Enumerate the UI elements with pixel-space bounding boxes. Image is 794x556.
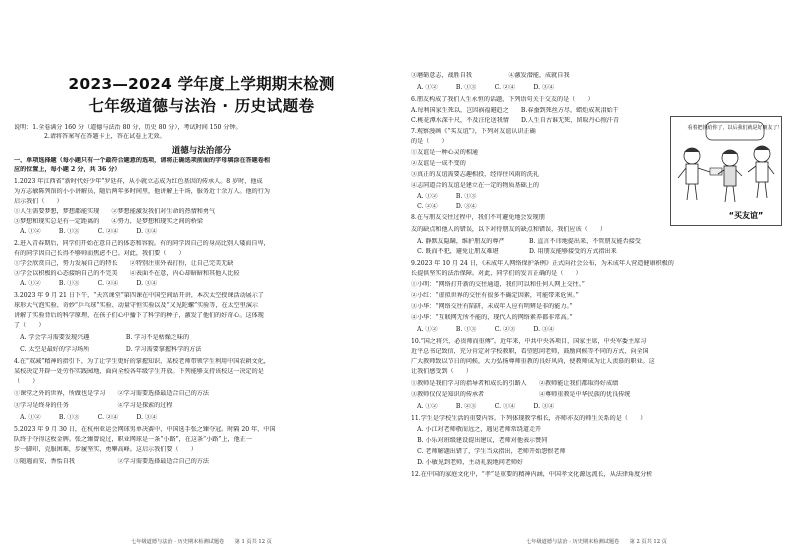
answer-option-line: ②小红：“虚拟世界的交往有很多不确定因素，可能带来危害。” (411, 292, 579, 299)
question-line: 4.在“双减”精神的指引下，为了让学生更好的掌握知识，某校老师带领学生利用中国农耕文化， (14, 358, 270, 365)
answer-option-line: C.桃花潭水深千尺，不及汪伦送我情 D.人生自古谁无死，留取丹心照汗青 (411, 117, 619, 124)
question-line: ①学会欣赏自己，努力发展自己的特长 ②特别注重外表打扮，让自己完美无缺 (14, 260, 234, 267)
question-line: 6.朋友构成了我们人生永恒的话题，下列语句关于交友的是（ ） (411, 96, 594, 103)
question-line: 9.2023 年 10 月 24 日，《未成年人网络保护条例》正式向社会公布，为未成年人营造健康积极的 (411, 260, 674, 267)
exam-note: 2.请将答案写在答题卡上，答在试卷上无效。 (44, 133, 166, 140)
answer-option-line: ①教师是我们学习的指导者和成长的引路人 ②教师能让我们都取得好成绩 (411, 380, 619, 387)
question-line: 12.在中国的家庭文化中，“孝”是重要的精神内涵，中国孝文化源远流长，从法律角度分析 (411, 471, 653, 478)
question-line: ③梦想和现实总是有一定距离的 ④努力，是梦想和现实之间的桥梁 (14, 218, 203, 225)
question-line: 8.在与朋友交往过程中，我们不可避免地会发现朋 (411, 214, 545, 221)
answer-options: A. 学会学习需要发现兴趣 B. 学习不是枯燥乏味的 (14, 334, 190, 341)
question-line: 有的同学因自己长得不够帅而焦虑不已。对此，我们要（ ） (14, 250, 185, 257)
answer-option-line: A.每利国家生死以，岂因祸福避趋之 B.春蚕到死丝方尽，蜡炬成灰泪始干 (411, 107, 619, 114)
question-line: （ ） (14, 378, 39, 385)
answer-option-line: B. 小乐对班级建设提出建议，老师对他表示赞同 (411, 437, 548, 444)
question-line: 长提供坚实的法治保障。对此，同学们的发言正确的是（ ） (411, 270, 582, 277)
question-line: ①友谊是一种心灵的相通 (411, 149, 479, 156)
question-line: ③真正的友谊需要志趣相投，经得住风雨的洗礼 (411, 171, 539, 178)
question-line: 启示我们（ ） (14, 198, 63, 205)
question-line: 友的缺点和他人的错误，以下对待朋友的缺点和错误，我们应该（ ） (411, 226, 606, 233)
exam-subtitle: 七年级道德与法治 · 历史试题卷 (88, 97, 315, 115)
page-footer: 七年级道德与法治 · 历史期末检测试题卷 第 2 页共 12 页 (526, 539, 667, 545)
question-line: ④志同道合的友谊是建立在一定的物质基础上的 (411, 182, 539, 189)
answer-options: C. ②④ D. ③④ (411, 203, 477, 210)
answer-options: A. ①② B. ①③ C. ②④ D. ③④ (14, 280, 158, 287)
question-line: 的是（ ） (411, 138, 448, 145)
answer-option-line: C. 既而不犯，避免让朋友难堪 D. 用朋友能够接受的方式指出来 (411, 248, 617, 255)
page-footer: 七年级道德与法治 · 历史期末检测试题卷 第 1 页共 12 页 (131, 539, 272, 545)
question-line: 应的位置上，每小题 2 分，共 36 分） (14, 166, 121, 173)
question-line: 7.观察漫画《“买友谊”》，下列对友谊认识正确 (411, 128, 536, 135)
question-line: 10.“国之将兴，必贵师而重傅”。近年来，中共中央各项目，国家主席，中央军委主席习 (411, 338, 647, 345)
question-line: 11.学生是学校生活的重要内容。下列体现教学相长，亦师亦友的师生关系的是（ ） (411, 415, 647, 422)
question-line: ①随遇而安，香怡自我 ②学习需要选择最适合自己的方法 (14, 458, 209, 465)
question-line: 为方志敏陈列馆的小小讲解员，随后两年多时间里，他讲解上千场，服务近十余万人。他的行为 (14, 188, 270, 195)
question-line: 5.2023 年 9 月 30 日，在杭州亚运会网球男单决赛中，中国选手张之臻夺冠。时隔 20 年，中国 (14, 426, 276, 433)
answer-options: A. ①② B. ①③ C. ②④ D. ③④ (14, 414, 158, 421)
question-line: ①人生需要梦想，梦想都能实现 ②梦想能激发我们对生命的热情和勇气 (14, 208, 216, 215)
answer-option-line: ④小华：“互联网无所不能的，现代人的网络素养都非常高。” (411, 314, 573, 321)
section-title: 道德与法治部分 (171, 146, 232, 156)
question-line: 队终于夺得这枚金牌。张之臻曾说过，职业网球是一条“小路”，在这条“小路”上，他正一 (14, 436, 252, 443)
answer-option-line: A. 静默友隐瞒，维护朋友的尊严 B. 直言不讳地提出来，不管朋友能否接受 (411, 238, 641, 245)
question-line: 一、单项选择题（每小题只有一个最符合题意的选项，请将正确选项前面的字母填涂在答题卷相 (14, 157, 270, 164)
question-line: 步一脚印，克服困难，步履坚实，勇攀高峰。这启示我们要（ ） (14, 446, 197, 453)
question-line: 讲解了实验背后的科学原理，在孩子们心中播下了科学的种子，激发了他们的好奇心。这体现 (14, 312, 264, 319)
right-page (397, 0, 794, 556)
answer-option-line: ③教师仅仅是知识的传承者 ④尊师重教是中华民族的优良传统 (411, 391, 631, 398)
answer-option-line: ③小华：“网络交往有陷阱，未成年人应有明辨是非的能力。” (411, 303, 573, 310)
question-line: ③磨砺意志，战胜自我 ④激发潜能，成就自我 (411, 72, 570, 79)
cartoon-drawing (670, 116, 782, 226)
question-line: ①课堂之外的世界，所做也是学习 ②学习需要选择最适合自己的方法 (14, 390, 209, 397)
speech-bubble-text: 看着把钱给你了，以后我们就是好朋友了！ (687, 125, 782, 131)
question-line: 球形大气泡实验、奇妙“乒乓球”实验、动量守恒实验以及“又见陀螺”实验等，在太空里演示 (14, 302, 259, 309)
answer-options: A. ①② B. ①③ C. ②④ D. ③④ (14, 228, 158, 235)
question-line: 某校决定开辟一处劳作实践园地，面向全校各年级学生开放。下列能够支持该校这一决定的是 (14, 368, 264, 375)
answer-option-line: C. 老师解题出错了，学生当众指出，老师开始怨恨老师 (411, 448, 566, 455)
question-line: ②友谊是一成不变的 (411, 160, 466, 167)
question-line: 了（ ） (14, 322, 45, 329)
answer-options: A. ①② B. ②③ C. ①④ D. ③④ (411, 403, 555, 410)
question-line: 2.进入青春期后，同学们开始在意自己的体态和容貌。有的同学因自己的身高比别人矮而自卑， (14, 240, 270, 247)
question-line: 3.2023 年 9 月 21 日下午，“天宫课堂”第四课在中国空间站开讲，本次太空授课活动展示了 (14, 292, 264, 299)
question-line: 让我们感受到（ ） (411, 368, 472, 375)
question-line: ③学习是终身的任务 ④学习是探索的过程 (14, 402, 173, 409)
answer-option-line: D. 小敏见到老师，主动礼貌地问老师好 (411, 459, 524, 466)
cartoon-label: “买友谊” (728, 211, 764, 220)
cartoon-illustration (670, 116, 782, 226)
answer-options: A. ①② B. ①③ (411, 193, 477, 200)
answer-options: A. ①② B. ①③ C. ②④ D. ③④ (411, 84, 555, 91)
exam-note: 说明：1.全卷满分 160 分（道德与法治 80 分，历史 80 分），考试时间 150 分钟。 (14, 124, 242, 131)
answer-option-line: ①小明：“网络打开新的交往通道，我们可以和任何人网上交往。” (411, 281, 585, 288)
answer-option-line: A. 小江对老师敬而远之，遇见老师常绕道走开 (411, 426, 542, 433)
exam-title: 2023—2024 学年度上学期期末检测 (68, 75, 335, 93)
question-line: 近平总书记致信，充分肯定对学校教职，看望慰问老师，鼓励问候等不同的方式，向全国 (411, 348, 649, 355)
question-line: ③学会以积极的心态接纳自己的不完美 ④表面不在意，内心却暗暗和其他人比较 (14, 270, 240, 277)
question-line: 广大教师致以节日的问候，大力弘扬尊师重教的良好风尚，使教师成为让人羡慕的职业。这 (411, 358, 655, 365)
question-line: 1.2023 年江西省“新时代好少年”罗廷祥，从小就立志成为红色基因的传承人。8 岁时，他成 (14, 178, 263, 185)
answer-options: C. 太空是最好的学习场所 D. 学习需要掌握科学的方法 (14, 346, 202, 353)
answer-options: A. ①② B. ①③ C. ②③ D. ③④ (411, 326, 555, 333)
